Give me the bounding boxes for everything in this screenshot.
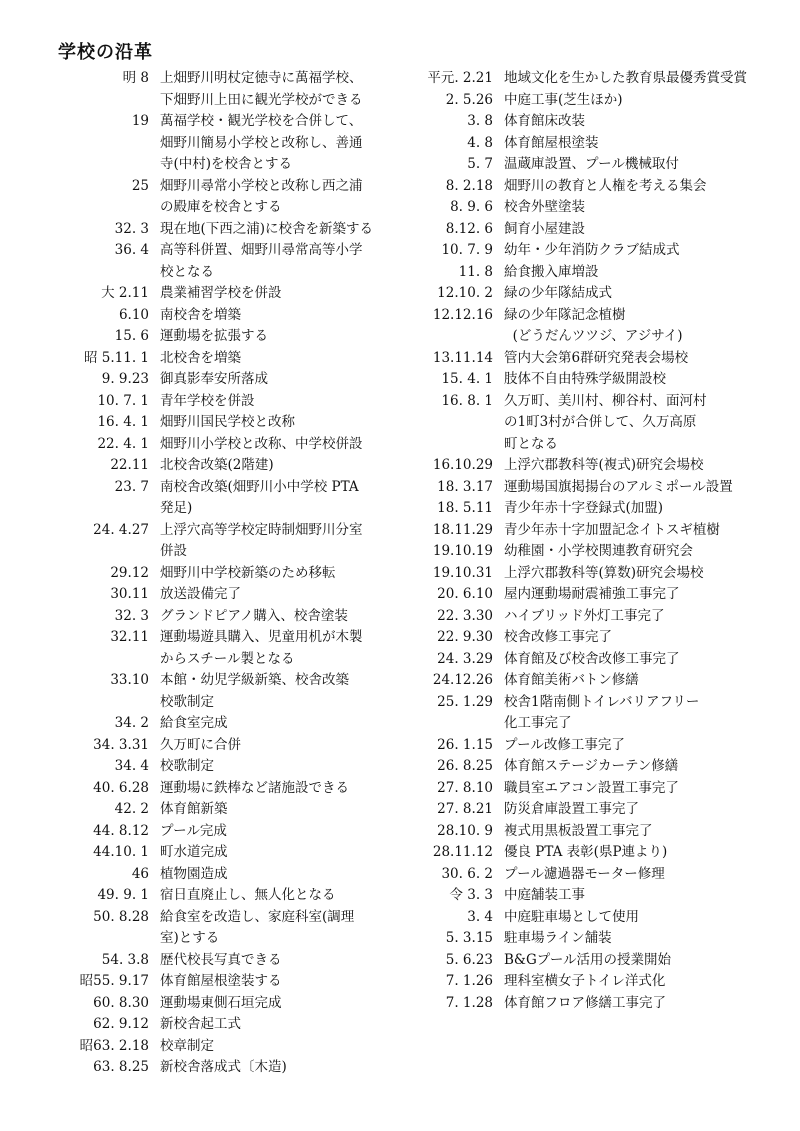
entry-date: 34. 4 xyxy=(114,758,149,774)
entry-date: 44.10. 1 xyxy=(93,844,149,860)
entry-text: 畑野川中学校新築のため移転 xyxy=(160,564,336,581)
entry-text: 体育館新築 xyxy=(160,801,228,817)
entry-text: 優良 PTA 表彰(県P連より) xyxy=(504,844,668,860)
entry-text: 校章制定 xyxy=(160,1037,214,1054)
entry-text: 畑野川小学校と改称、中学校併設 xyxy=(160,435,363,452)
entry-text: 久万町に合併 xyxy=(160,736,241,753)
history-entry xyxy=(408,928,780,950)
entry-text: 北校舎改築(2階建) xyxy=(160,457,274,473)
history-entry xyxy=(408,197,780,219)
entry-date: 8. 2.18 xyxy=(445,177,493,194)
entry-text: 体育館フロア修繕工事完了 xyxy=(504,994,666,1011)
entry-text: 校舎1階南側トイレバリアフリー 化工事完了 xyxy=(504,693,700,731)
history-entry xyxy=(408,305,780,348)
entry-text: 管内大会第6群研究発表会場校 xyxy=(504,349,689,366)
history-entry xyxy=(52,670,402,713)
history-entry xyxy=(408,864,780,886)
history-entry xyxy=(408,885,780,907)
entry-date: 26. 1.15 xyxy=(437,736,493,753)
history-entry xyxy=(52,326,402,348)
entry-date: 16. 4. 1 xyxy=(97,414,149,430)
entry-date: 25 xyxy=(131,177,149,194)
entry-date: 11. 8 xyxy=(458,263,493,280)
history-entry xyxy=(52,305,402,327)
entry-date: 36. 4 xyxy=(114,242,149,258)
page-title: 学校の沿革 xyxy=(58,42,153,63)
entry-text: 歴代校長写真できる xyxy=(160,951,282,968)
entry-text: 畑野川国民学校と改称 xyxy=(160,414,295,430)
entry-date: 28.11.12 xyxy=(432,844,493,860)
history-entry xyxy=(52,907,402,950)
entry-date: 5. 7 xyxy=(467,156,493,172)
entry-date: 昭 5.11. 1 xyxy=(83,349,149,366)
entry-date: 24. 4.27 xyxy=(93,521,149,538)
history-entry xyxy=(52,219,402,241)
entry-text: 肢体不自由特殊学級開設校 xyxy=(504,371,666,387)
history-entry xyxy=(408,971,780,993)
entry-date: 19 xyxy=(131,113,149,129)
entry-text: 温蔵庫設置、プール機械取付 xyxy=(504,156,679,172)
entry-text: 給食室を改造し、家庭科室(調理 室)とする xyxy=(160,908,355,946)
history-entry xyxy=(52,1014,402,1036)
entry-date: 4. 8 xyxy=(467,134,493,151)
entry-text: プール完成 xyxy=(160,822,227,839)
entry-text: プール濾過器モーター修理 xyxy=(504,865,665,882)
entry-text: 体育館ステージカーテン修繕 xyxy=(504,758,679,774)
entry-text: 上浮穴郡教科等(算数)研究会場校 xyxy=(504,564,704,581)
entry-date: 12.12.16 xyxy=(432,306,493,323)
entry-text: 理科室横女子トイレ洋式化 xyxy=(504,973,666,989)
entry-date: 18.11.29 xyxy=(432,521,493,538)
history-entry xyxy=(408,735,780,757)
entry-date: 32. 3 xyxy=(114,607,149,624)
history-entry xyxy=(52,864,402,886)
entry-date: 62. 9.12 xyxy=(93,1016,149,1032)
entry-text: 畑野川の教育と人権を考える集会 xyxy=(504,177,707,194)
entry-text: 地域文化を生かした教育県最優秀賞受賞 xyxy=(504,70,747,86)
entry-text: 体育館美術バトン修繕 xyxy=(504,672,639,688)
history-entry xyxy=(408,262,780,284)
history-entry xyxy=(408,842,780,864)
entry-text: 屋内運動場耐震補強工事完了 xyxy=(504,586,680,602)
entry-text: 畑野川尋常小学校と改称し西之浦 の殿庫を校舎とする xyxy=(160,177,363,215)
entry-text: 校舎改修工事完了 xyxy=(504,629,612,645)
entry-date: 26. 8.25 xyxy=(437,758,493,774)
entry-text: 緑の少年隊記念植樹 (どうだんツツジ、アジサイ) xyxy=(504,306,683,344)
history-entry xyxy=(52,756,402,778)
history-entry xyxy=(408,541,780,563)
entry-text: グランドピアノ購入、校舎塗装 xyxy=(160,607,348,624)
entry-text: 給食搬入庫増設 xyxy=(504,263,599,280)
history-entry xyxy=(52,713,402,735)
entry-date: 8. 9. 6 xyxy=(450,199,493,215)
history-entry xyxy=(408,348,780,370)
history-entry xyxy=(52,176,402,219)
entry-text: 久万町、美川村、柳谷村、面河村 の1町3村が合併して、久万高原 町となる xyxy=(504,392,707,452)
history-entry xyxy=(408,649,780,671)
entry-date: 9. 9.23 xyxy=(101,371,149,387)
history-entry xyxy=(408,68,780,90)
entry-text: 北校舎を増築 xyxy=(160,349,241,366)
history-entry xyxy=(52,842,402,864)
entry-date: 7. 1.28 xyxy=(445,994,493,1011)
history-entry xyxy=(52,369,402,391)
entry-text: 現在地(下西之浦)に校舎を新築する xyxy=(160,220,374,237)
history-entry xyxy=(408,154,780,176)
entry-text: 南校舎を増築 xyxy=(160,306,241,323)
entry-date: 3. 8 xyxy=(467,113,493,129)
entry-date: 5. 6.23 xyxy=(445,951,493,968)
history-entry xyxy=(408,219,780,241)
history-entry xyxy=(408,692,780,735)
history-entry xyxy=(408,176,780,198)
entry-date: 6.10 xyxy=(118,306,149,323)
history-entry xyxy=(52,885,402,907)
history-entry xyxy=(408,821,780,843)
entry-date: 15. 4. 1 xyxy=(441,371,493,387)
entry-text: 駐車場ライン舗装 xyxy=(504,930,612,946)
entry-date: 8.12. 6 xyxy=(445,220,493,237)
entry-text: 体育館屋根塗装する xyxy=(160,973,282,989)
entry-date: 30. 6. 2 xyxy=(441,865,493,882)
entry-text: 中庭工事(芝生ほか) xyxy=(504,91,623,108)
history-entry xyxy=(408,584,780,606)
entry-date: 10. 7. 9 xyxy=(441,242,493,258)
entry-date: 63. 8.25 xyxy=(93,1059,149,1075)
history-entry xyxy=(408,455,780,477)
entry-text: 体育館及び校舎改修工事完了 xyxy=(504,650,680,667)
entry-date: 27. 8.10 xyxy=(437,779,493,796)
entry-date: 22. 9.30 xyxy=(437,629,493,645)
entry-text: 飼育小屋建設 xyxy=(504,220,585,237)
entry-date: 12.10. 2 xyxy=(437,285,493,301)
entry-date: 34. 2 xyxy=(114,715,149,731)
history-entry xyxy=(408,520,780,542)
entry-date: 15. 6 xyxy=(114,328,149,344)
entry-date: 明 8 xyxy=(122,70,149,86)
history-entry xyxy=(408,756,780,778)
entry-date: 60. 8.30 xyxy=(93,994,149,1011)
history-entry xyxy=(52,520,402,563)
entry-date: 50. 8.28 xyxy=(93,908,149,925)
history-entry xyxy=(408,563,780,585)
entry-text: 体育館床改装 xyxy=(504,113,585,129)
entry-text: 上浮穴郡教科等(複式)研究会場校 xyxy=(504,457,704,473)
history-entry xyxy=(52,412,402,434)
entry-text: 校歌制定 xyxy=(160,758,214,774)
entry-date: 49. 9. 1 xyxy=(97,887,149,903)
history-list-right xyxy=(408,68,780,1014)
entry-text: 町水道完成 xyxy=(160,844,228,860)
history-entry xyxy=(52,1036,402,1058)
history-entry xyxy=(408,670,780,692)
entry-text: 緑の少年隊結成式 xyxy=(504,285,612,301)
history-entry xyxy=(408,498,780,520)
entry-date: 28.10. 9 xyxy=(437,822,493,839)
entry-text: 御真影奉安所落成 xyxy=(160,371,268,387)
entry-text: ハイブリッド外灯工事完了 xyxy=(504,607,665,624)
entry-date: 令 3. 3 xyxy=(449,887,493,903)
entry-date: 44. 8.12 xyxy=(93,822,149,839)
history-entry xyxy=(52,68,402,111)
entry-date: 30.11 xyxy=(110,586,149,602)
entry-date: 16.10.29 xyxy=(432,457,493,473)
history-entry xyxy=(408,133,780,155)
history-entry xyxy=(52,434,402,456)
history-entry xyxy=(408,993,780,1015)
entry-text: 運動場国旗掲揚台のアルミポール設置 xyxy=(504,478,733,495)
entry-date: 19.10.19 xyxy=(432,543,493,559)
entry-date: 54. 3.8 xyxy=(101,951,149,968)
history-entry xyxy=(52,950,402,972)
entry-date: 3. 4 xyxy=(467,908,493,925)
history-entry xyxy=(408,283,780,305)
history-entry xyxy=(52,606,402,628)
history-entry xyxy=(408,391,780,456)
history-entry xyxy=(408,111,780,133)
entry-date: 2. 5.26 xyxy=(445,91,493,108)
entry-date: 27. 8.21 xyxy=(437,801,493,817)
history-entry xyxy=(408,950,780,972)
history-entry xyxy=(52,283,402,305)
history-entry xyxy=(52,455,402,477)
entry-date: 34. 3.31 xyxy=(93,736,149,753)
history-entry xyxy=(52,240,402,283)
entry-date: 10. 7. 1 xyxy=(97,392,149,409)
entry-text: 校舎外壁塗装 xyxy=(504,199,585,215)
entry-text: 青少年赤十字加盟記念イトスギ植樹 xyxy=(504,521,720,538)
history-entry xyxy=(52,584,402,606)
entry-text: 上浮穴高等学校定時制畑野川分室 併設 xyxy=(160,521,363,559)
entry-text: 運動場に鉄棒など諸施設できる xyxy=(160,779,349,796)
entry-text: 運動場東側石垣完成 xyxy=(160,994,282,1011)
history-entry xyxy=(408,606,780,628)
entry-date: 5. 3.15 xyxy=(445,930,493,946)
entry-text: 植物園造成 xyxy=(160,865,228,882)
entry-date: 18. 5.11 xyxy=(437,500,493,516)
entry-date: 25. 1.29 xyxy=(437,693,493,710)
entry-text: 上畑野川明杖定徳寺に萬福学校、 下畑野川上田に観光学校ができる xyxy=(160,70,363,108)
entry-date: 19.10.31 xyxy=(432,564,493,581)
entry-date: 18. 3.17 xyxy=(437,478,493,495)
history-entry xyxy=(52,993,402,1015)
entry-date: 7. 1.26 xyxy=(445,973,493,989)
entry-text: 幼年・少年消防クラブ結成式 xyxy=(504,242,680,258)
entry-text: 放送設備完了 xyxy=(160,586,241,602)
entry-text: 職員室エアコン設置工事完了 xyxy=(504,779,679,796)
history-entry xyxy=(52,971,402,993)
entry-date: 大 2.11 xyxy=(101,285,149,301)
entry-date: 29.12 xyxy=(110,564,149,581)
entry-text: 新校舎落成式〔木造) xyxy=(160,1059,287,1075)
entry-text: 中庭駐車場として使用 xyxy=(504,908,639,925)
history-entry xyxy=(52,391,402,413)
entry-date: 24.12.26 xyxy=(432,672,493,688)
entry-date: 23. 7 xyxy=(114,478,149,495)
entry-date: 42. 2 xyxy=(114,801,149,817)
history-entry xyxy=(52,735,402,757)
entry-text: 青少年赤十字登録式(加盟) xyxy=(504,500,664,516)
entry-date: 平元. 2.21 xyxy=(427,70,493,86)
entry-date: 昭55. 9.17 xyxy=(79,973,149,989)
entry-date: 22. 3.30 xyxy=(437,607,493,624)
history-entry xyxy=(408,627,780,649)
entry-text: 本館・幼児学級新築、校舎改築 校歌制定 xyxy=(160,672,349,710)
entry-date: 22. 4. 1 xyxy=(97,435,149,452)
entry-text: 運動場遊具購入、児童用机が木製 からスチール製となる xyxy=(160,629,363,667)
history-entry xyxy=(52,563,402,585)
history-entry xyxy=(408,799,780,821)
entry-date: 32.11 xyxy=(110,629,149,645)
entry-text: 農業補習学校を併設 xyxy=(160,285,282,301)
history-entry xyxy=(52,627,402,670)
history-entry xyxy=(52,821,402,843)
history-entry xyxy=(408,369,780,391)
history-entry xyxy=(408,90,780,112)
entry-text: 高等科併置、畑野川尋常高等小学 校となる xyxy=(160,242,363,280)
entry-date: 33.10 xyxy=(110,672,149,688)
history-entry xyxy=(408,907,780,929)
entry-text: 体育館屋根塗装 xyxy=(504,134,599,151)
history-entry xyxy=(52,1057,402,1079)
history-entry xyxy=(52,111,402,176)
entry-text: プール改修工事完了 xyxy=(504,736,625,753)
entry-date: 16. 8. 1 xyxy=(441,392,493,409)
entry-date: 13.11.14 xyxy=(432,349,493,366)
history-entry xyxy=(408,240,780,262)
history-entry xyxy=(408,778,780,800)
entry-date: 20. 6.10 xyxy=(437,586,493,602)
entry-text: 青年学校を併設 xyxy=(160,392,255,409)
history-list-left xyxy=(52,68,402,1079)
entry-date: 昭63. 2.18 xyxy=(79,1037,149,1054)
entry-date: 40. 6.28 xyxy=(93,779,149,796)
entry-text: 複式用黒板設置工事完了 xyxy=(504,822,653,839)
entry-text: 萬福学校・観光学校を合併して、 畑野川簡易小学校と改称し、善通 寺(中村)を校舎とする xyxy=(160,113,363,172)
entry-text: 南校舎改築(畑野川小中学校 PTA 発足) xyxy=(160,478,359,516)
entry-text: 新校舎起工式 xyxy=(160,1016,241,1032)
history-entry xyxy=(408,477,780,499)
entry-text: 宿日直廃止し、無人化となる xyxy=(160,887,336,903)
entry-text: 中庭舗装工事 xyxy=(504,887,585,903)
history-entry xyxy=(52,477,402,520)
history-entry xyxy=(52,348,402,370)
entry-text: 運動場を拡張する xyxy=(160,328,268,344)
entry-text: 防災倉庫設置工事完了 xyxy=(504,801,639,817)
history-entry xyxy=(52,778,402,800)
entry-text: 給食室完成 xyxy=(160,715,228,731)
entry-date: 32. 3 xyxy=(114,220,149,237)
entry-date: 24. 3.29 xyxy=(437,650,493,667)
entry-date: 22.11 xyxy=(110,457,149,473)
entry-date: 46 xyxy=(131,865,149,882)
entry-text: 幼稚園・小学校関連教育研究会 xyxy=(504,543,693,559)
history-entry xyxy=(52,799,402,821)
entry-text: B&Gプール活用の授業開始 xyxy=(504,951,672,968)
